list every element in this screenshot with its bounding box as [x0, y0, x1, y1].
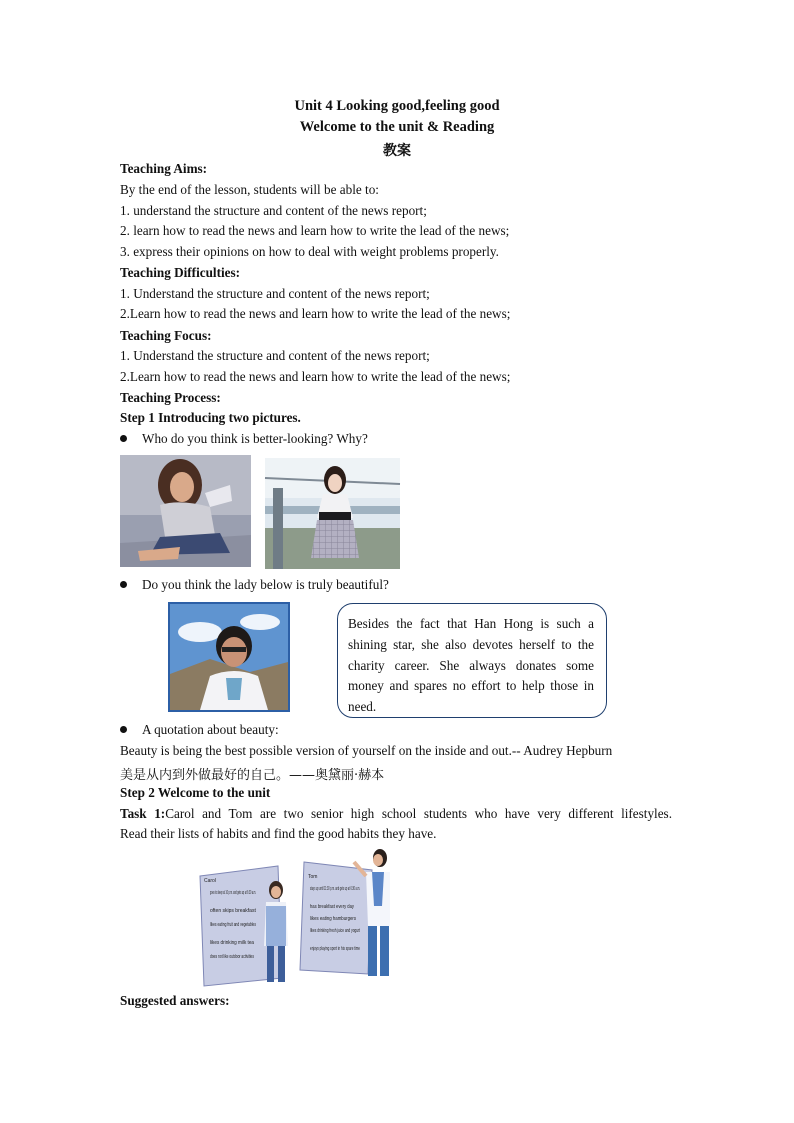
aims-intro: By the end of the lesson, students will be able to:: [120, 182, 379, 197]
aims-item: 3. express their opinions on how to deal with weight problems properly.: [120, 244, 499, 259]
callout-han-hong: Besides the fact that Han Hong is such a shining star, she also devotes herself to the charity career. She always donates some money and spares no effort to help those in need.: [337, 603, 607, 718]
aims-item: 1. understand the structure and content of the news report;: [120, 203, 427, 218]
habit-cards-image: [196, 846, 392, 988]
focus-item: 2.Learn how to read the news and learn how to write the lead of the news;: [120, 369, 511, 384]
document-subtitle-cn: 教案: [383, 143, 411, 159]
photo-woman-standing-image: [265, 458, 400, 569]
card-tom-item: likes eating hamburgers: [310, 916, 357, 922]
photo-han-hong-image: [170, 604, 288, 710]
quote-chinese: 美是从内到外做最好的自己。——奥黛丽·赫本: [120, 768, 385, 783]
bullet-quotation: A quotation about beauty:: [120, 722, 279, 738]
card-tom-item: likes drinking fresh juice and yogurt: [310, 928, 361, 934]
card-carol-item: does not like outdoor activities: [210, 954, 255, 960]
difficulties-heading: Teaching Difficulties:: [120, 265, 241, 280]
task1-line-1: Task 1:Carol and Tom are two senior high school students who have very different lifestyles.: [120, 806, 672, 821]
card-tom-item: stays up until 11:30 p.m. and gets up at 6:30 a.m.: [310, 886, 360, 892]
difficulties-item: 2.Learn how to read the news and learn how to write the lead of the news;: [120, 306, 511, 321]
bullet-question-2: Do you think the lady below is truly beautiful?: [120, 577, 389, 593]
card-carol-item: likes eating fruit and vegetables: [210, 922, 257, 928]
document-subtitle: Welcome to the unit & Reading: [299, 119, 495, 135]
card-carol-item: goes to sleep at 10 p.m. and gets up at 6:30 a.m.: [210, 890, 256, 896]
bullet-dot-icon: [120, 581, 127, 588]
card-tom-item: has breakfast every day: [310, 904, 355, 910]
aims-heading: Teaching Aims:: [120, 161, 208, 176]
photo-woman-sitting-image: [120, 455, 251, 567]
card-tom-title: Tom: [308, 874, 318, 880]
aims-item: 2. learn how to read the news and learn how to write the lead of the news;: [120, 223, 510, 238]
step1-heading: Step 1 Introducing two pictures.: [120, 410, 301, 425]
habit-cards-illustration: [196, 846, 392, 988]
suggested-answers-heading: Suggested answers:: [120, 993, 230, 1008]
difficulties-item: 1. Understand the structure and content of the news report;: [120, 286, 430, 301]
photo-han-hong: [168, 602, 290, 712]
focus-heading: Teaching Focus:: [120, 328, 212, 343]
photo-woman-sitting: [120, 455, 251, 567]
focus-item: 1. Understand the structure and content of the news report;: [120, 348, 430, 363]
bullet-dot-icon: [120, 435, 127, 442]
process-heading: Teaching Process:: [120, 390, 221, 405]
card-carol-item: often skips breakfast: [210, 908, 256, 914]
step2-heading: Step 2 Welcome to the unit: [120, 785, 271, 800]
bullet-question-1: Who do you think is better-looking? Why?: [120, 431, 368, 447]
document-title: Unit 4 Looking good,feeling good: [294, 98, 500, 114]
quote-english: Beauty is being the best possible version of yourself on the inside and out.-- Audrey Hepburn: [120, 743, 613, 758]
bullet-dot-icon: [120, 726, 127, 733]
task1-line-2: Read their lists of habits and find the good habits they have.: [120, 826, 437, 841]
photo-woman-standing: [265, 458, 400, 569]
card-tom-item: enjoys playing sport in his spare time: [310, 946, 361, 952]
card-carol-title: Carol: [204, 878, 216, 884]
card-carol-item: likes drinking milk tea: [210, 940, 255, 946]
